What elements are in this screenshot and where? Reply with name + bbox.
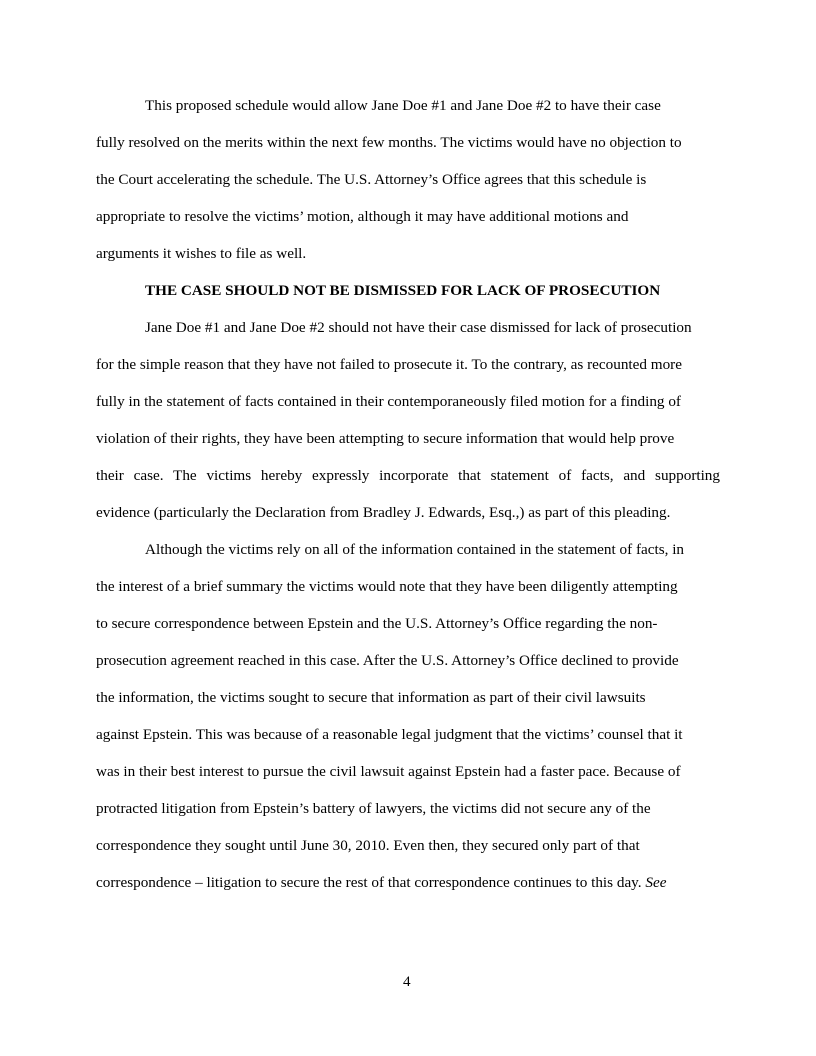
paragraph-3-line-1: Although the victims rely on all of the information contained in the statement of facts, in <box>145 541 685 558</box>
paragraph-2-line-2: for the simple reason that they have not failed to prosecute it. To the contrary, as recounted more <box>96 356 682 373</box>
paragraph-3-line-10 <box>96 873 666 893</box>
paragraph-3-line-6: against Epstein. This was because of a reasonable legal judgment that the victims’ counsel that it <box>96 726 683 743</box>
paragraph-3-line-10-text: correspondence – litigation to secure the rest of that correspondence continues to this day. <box>96 874 646 891</box>
page-number: 4 <box>403 973 411 990</box>
paragraph-2-line-5: their case. The victims hereby expressly incorporate that statement of facts, and supporting <box>96 467 720 484</box>
paragraph-1-line-4: appropriate to resolve the victims’ motion, although it may have additional motions and <box>96 208 629 225</box>
paragraph-2-line-4: violation of their rights, they have been attempting to secure information that would help prove <box>96 430 675 447</box>
paragraph-3-line-7: was in their best interest to pursue the civil lawsuit against Epstein had a faster pace. Because of <box>96 763 681 780</box>
paragraph-2-line-6: evidence (particularly the Declaration from Bradley J. Edwards, Esq.,) as part of this pleading. <box>96 504 671 521</box>
section-heading: THE CASE SHOULD NOT BE DISMISSED FOR LACK OF PROSECUTION <box>145 282 661 299</box>
citation-signal: See <box>645 874 667 891</box>
paragraph-1-line-1: This proposed schedule would allow Jane Doe #1 and Jane Doe #2 to have their case <box>145 97 661 114</box>
paragraph-2-line-3: fully in the statement of facts contained in their contemporaneously filed motion for a finding of <box>96 393 681 410</box>
paragraph-3-line-8: protracted litigation from Epstein’s battery of lawyers, the victims did not secure any of the <box>96 800 651 817</box>
paragraph-2-line-1: Jane Doe #1 and Jane Doe #2 should not have their case dismissed for lack of prosecution <box>145 319 692 336</box>
paragraph-3-line-9: correspondence they sought until June 30, 2010. Even then, they secured only part of that <box>96 837 640 854</box>
paragraph-3-line-3: to secure correspondence between Epstein and the U.S. Attorney’s Office regarding the non- <box>96 615 658 632</box>
paragraph-1-line-5: arguments it wishes to file as well. <box>96 245 307 262</box>
paragraph-3-line-5: the information, the victims sought to secure that information as part of their civil lawsuits <box>96 689 646 706</box>
paragraph-3-line-4: prosecution agreement reached in this case. After the U.S. Attorney’s Office declined to provide <box>96 652 679 669</box>
paragraph-1-line-2: fully resolved on the merits within the next few months. The victims would have no objection to <box>96 134 682 151</box>
paragraph-1-line-3: the Court accelerating the schedule. The U.S. Attorney’s Office agrees that this schedule is <box>96 171 647 188</box>
paragraph-3-line-2: the interest of a brief summary the victims would note that they have been diligently attempting <box>96 578 678 595</box>
